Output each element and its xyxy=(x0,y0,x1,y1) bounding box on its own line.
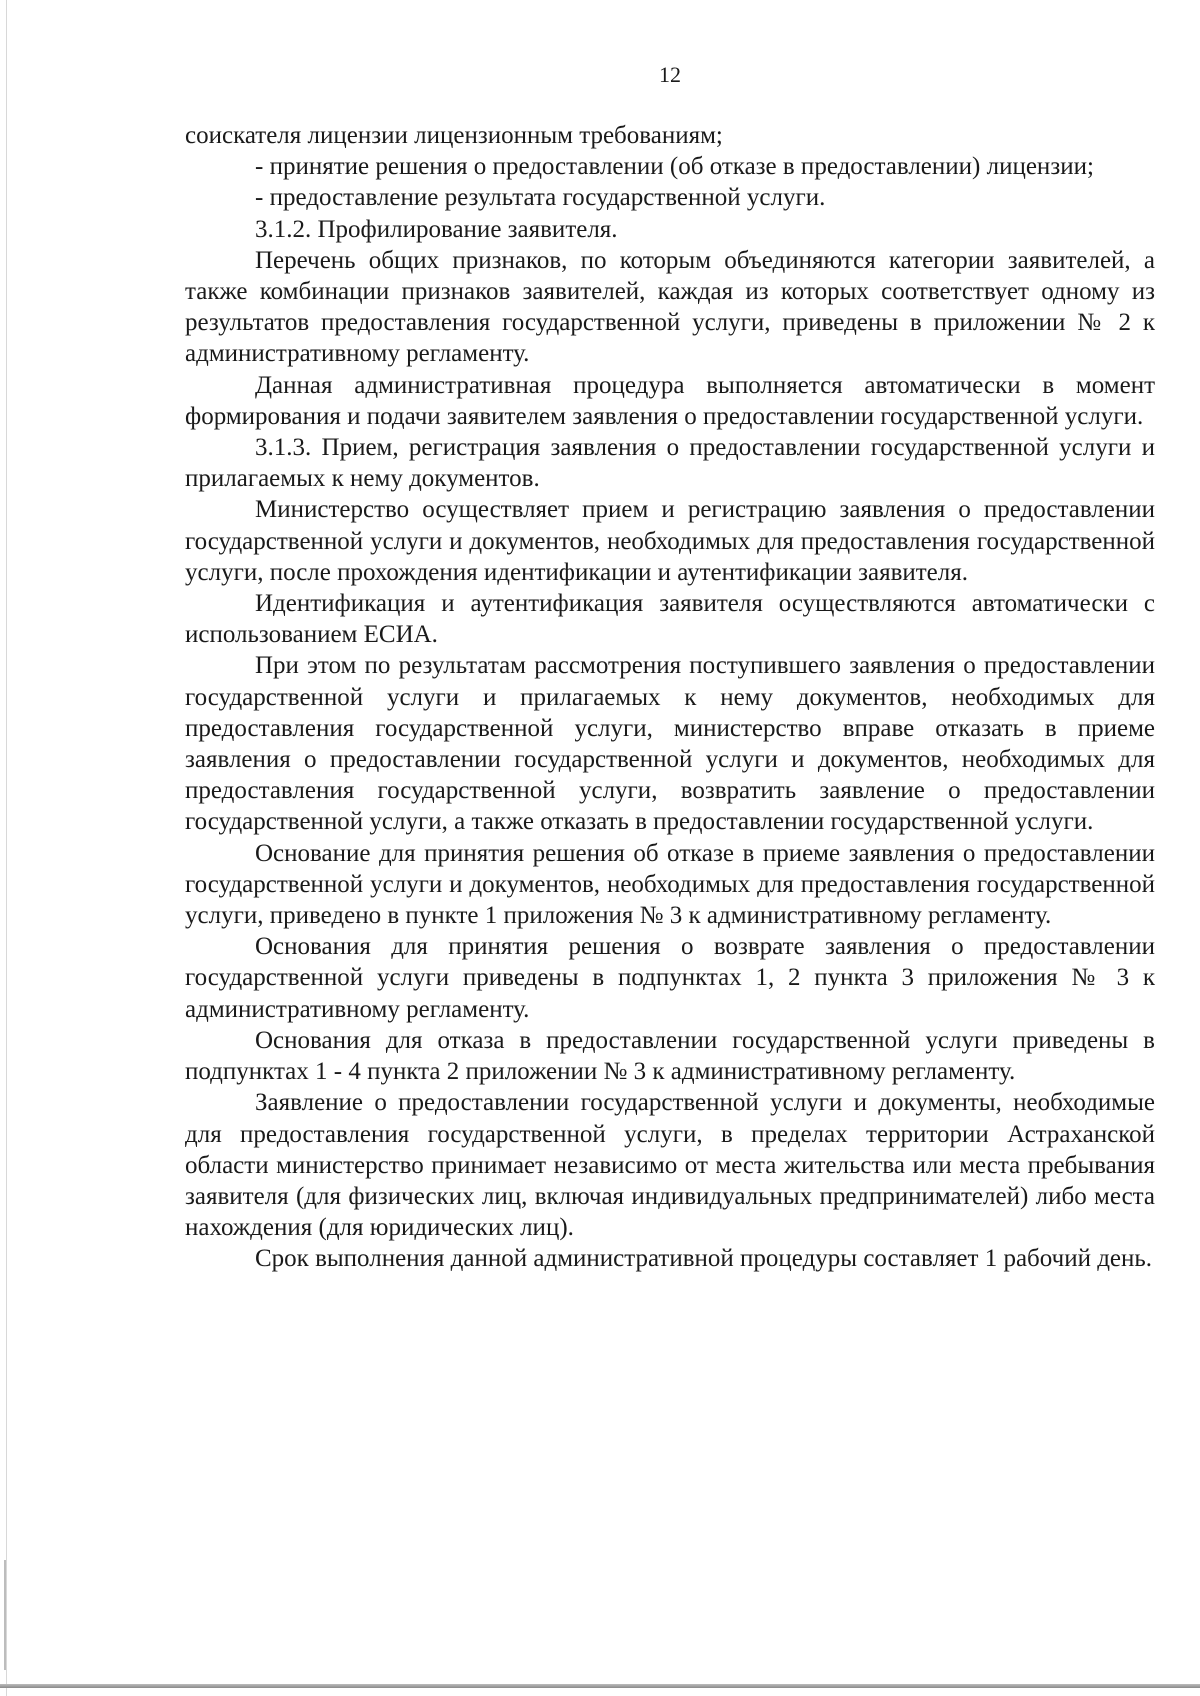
section-heading-3-1-2: 3.1.2. Профилирование заявителя. xyxy=(255,215,618,243)
section-heading-3-1-3: 3.1.3. Прием, регистрация заявления о предоставлении государственной услуги и прилагаемых к нему документов. xyxy=(185,434,1155,493)
document-body xyxy=(185,120,1155,1275)
paragraph: Срок выполнения данной административной процедуры составляет 1 рабочий день. xyxy=(255,1245,1153,1273)
scan-bottom-edge xyxy=(0,1684,1200,1688)
paragraph-continuation: соискателя лицензии лицензионным требованиям; xyxy=(185,122,723,149)
paragraph: При этом по результатам рассмотрения поступившего заявления о предоставлении государственной услуги и прилагаемых к нему документов, необходимых для предоставления государственной услуги, министерство вправе отказать в приеме заявления о предоставлении государственной услуги и документов, необходимых для предоставления государственной услуги, возвратить заявление о предоставлении государственной услуги, а также отказать в предоставлении государственной услуги. xyxy=(185,652,1155,836)
scan-edge-mark xyxy=(4,1560,6,1670)
scan-edge-left xyxy=(6,0,7,1696)
paragraph: Заявление о предоставлении государственной услуги и документы, необходимые для предоставления государственной услуги, в пределах территории Астраханской области министерство принимает независимо от места жительства или места пребывания заявителя (для физических лиц, включая индивидуальных предпринимателей) либо места нахождения (для юридических лиц). xyxy=(185,1089,1155,1242)
paragraph: Перечень общих признаков, по которым объединяются категории заявителей, а также комбинации признаков заявителей, каждая из которых соответствует одному из результатов предоставления государственной услуги, приведены в приложении № 2 к административному регламенту. xyxy=(185,246,1155,368)
list-item-result: - предоставление результата государственной услуги. xyxy=(255,184,826,212)
page-number: 12 xyxy=(659,62,681,87)
paragraph: Идентификация и аутентификация заявителя осуществляются автоматически с использованием ЕСИА. xyxy=(185,590,1155,649)
paragraph: Министерство осуществляет прием и регистрацию заявления о предоставлении государственной услуги и документов, необходимых для предоставления государственной услуги, после прохождения идентификации и аутентификации заявителя. xyxy=(185,496,1155,586)
paragraph: Основание для принятия решения об отказе в приеме заявления о предоставлении государственной услуги и документов, необходимых для предоставления государственной услуги, приведено в пункте 1 приложения № 3 к административному регламенту. xyxy=(185,839,1155,930)
paragraph: Основания для принятия решения о возврате заявления о предоставлении государственной услуги приведены в подпунктах 1, 2 пункта 3 приложения № 3 к административному регламенту. xyxy=(185,933,1155,1023)
paragraph: Основания для отказа в предоставлении государственной услуги приведены в подпунктах 1 - 4 пункта 2 приложении № 3 к административному регламенту. xyxy=(185,1026,1155,1086)
list-item-decision: - принятие решения о предоставлении (об отказе в предоставлении) лицензии; xyxy=(255,153,1094,181)
paragraph: Данная административная процедура выполняется автоматически в момент формирования и подачи заявителем заявления о предоставлении государственной услуги. xyxy=(185,371,1155,430)
